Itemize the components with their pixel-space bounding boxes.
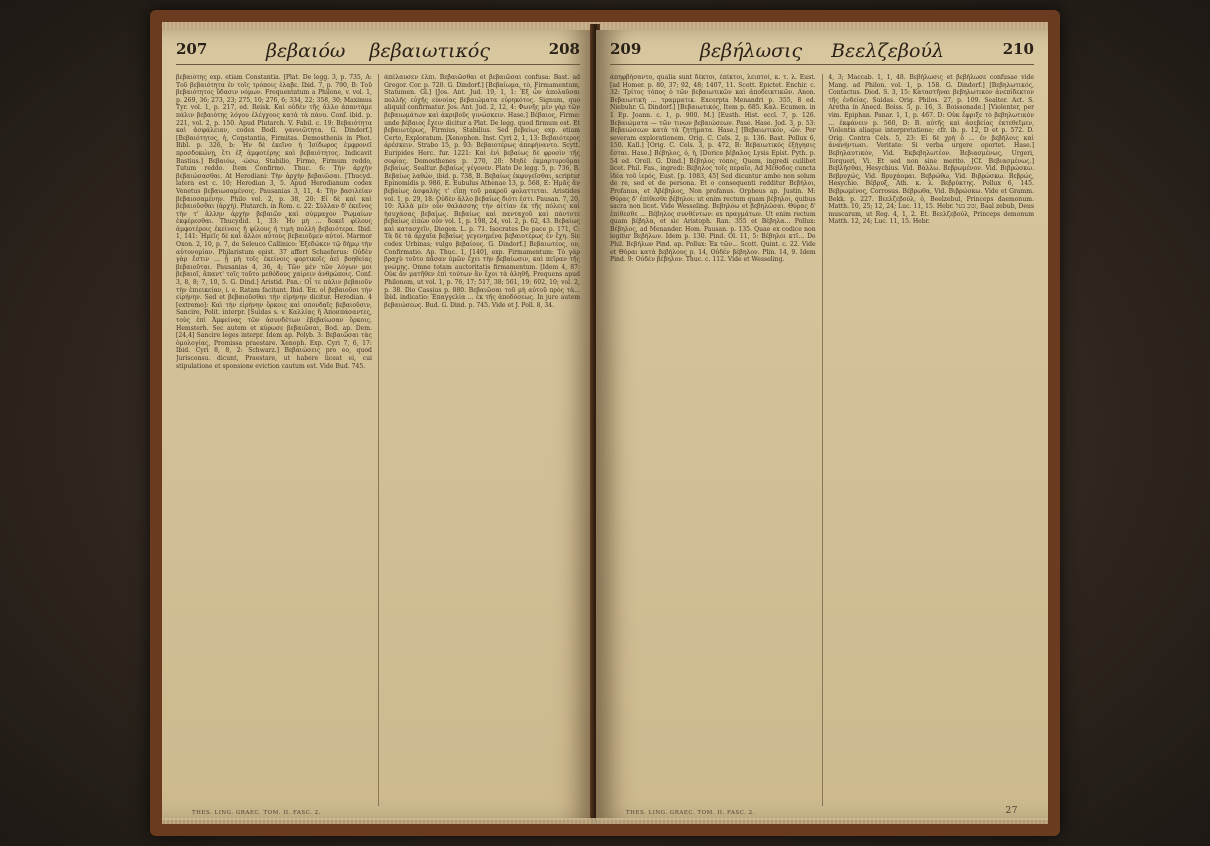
running-headword-left: βεβαιόω	[266, 40, 346, 62]
left-page	[162, 30, 594, 820]
left-page-header	[176, 38, 580, 65]
right-page-header	[610, 38, 1034, 65]
running-headword-right: βεβαιωτικός	[369, 40, 490, 62]
footer-text: THES. LING. GRAEC. TOM. II. FASC. 2.	[626, 810, 755, 816]
book-spread	[150, 10, 1060, 836]
column-210: 4, 3; Maccab. 1, 1, 48. Βεβήλωσις et βεβήλωσε confusae vide Mang. ad Philon. vol. 1, p. 158. G. Dindorf.] [Βεβηλωτικός, Contactus. Diod. S. 3, 15: Καταστῆναι βεβηλωτικὸν ἀνεπίδεκτον τῆς ἐνδείας. Suidas. Orig. Philos. 27, p. 109. Sealter. Act. S. Aretha in Anecd. Boiss. 5, p. 16, 3. Boissonade.] [Violenter, per vim. Epiphan. Panar. 1, 1, p. 467. D: Οὐκ ἔφριξε τὸ βεβηλωτικὸν ... ἐκφάνειν p. 560, D: Β. αὐτῆς καὶ ἀσεβείας ἐκτεθεῖμεν, Violentia aliaque interpretatione; cfr. ib. p. 12, D et p. 572. D. Orig. Contra Cels. 5, 23: Εἰ δὲ χρὴ ὃ ... ἐν βεβήλοις καὶ ἀνανήντωσι. Veritate: Si verba urgere oportet. Hase.] Βεβηλαυτικόν, Vid. Ἐκβεβηλωτέον. Βεβιασμένως, Urgeri, Torqueri, Vi. Et sed non sine merito. [Cf. Βεβιασμένως.] Βεβλῆσθαι, Hesychius. Vid. Βάλλω. Βεβρωμένον. Vid. Βιβρώσκω. Βεβρυχώς, Vid. Βρυχάομαι. Βεβρώθω, Vid. Βιβρώσκω. Βεβρώς, Hesychio. Βέβρυξ, Ath. κ. λ. Βεβρύκτης. Pollux 6, 145. Βεβρωμένος, Corrosus. Βέβρωθα, Vid. Βιβρώσκω. Vide et Gramm. Bekk. p. 227. Βεελζεβούλ, ὁ, Beelzebul, Princeps daemonum. Matth. 10, 25; 12, 24; Luc. 11, 15. Hebr. זבוב בעל, Baal zebub, Deus muscarum, ut Reg. 4, 1, 2. Et. Βεελζεβούλ, Princeps demonum Matth. 12, 24; Luc. 11, 15. Hebr.	[828, 74, 1034, 226]
right-page-columns	[610, 74, 1034, 806]
column-divider	[822, 74, 823, 806]
column-208: ἀπέλαυσεν ἐλπι. Βεβαιῶσθαι et βεβαιῶσαι confusa: Bast. ad Gregor. Cor. p. 720. G. Dindorf.] [Βεβαίωμα, τὸ, Firmamentum, Statumen. Gl.] [Jos. Ant. Jud. 19, 1, 1: Ἐξ ὧν ἀπολαῦσαι πολλῆς εὐχῆς εὐνοίας βεβαιώματα εὐρηκότος. Signum, quo aliquid confirmatur. Jos. Ant. Jud. 2, 12, 4: Φωνῆς μὲν γὰρ τῶν βεβαιωμάτων καὶ ἀκριβοῦς γινώσκειν. Hase.] Βέβαιος, Firme: unde βέβαιος ἔχειν dicitur a Plat. De legg. quod firmum est. Et βεβαιωτέρως, Firmius, Stabilius. Sed βεβαίως exp. etiam Certo, Exploratum. [Xenophon. Inst. Cyri 2, 1, 13: Βεβαιότερος ἀρέσκειν. Strabo 15, p. 93: Βεβαιοτέρως ἀπεφήναντο. Scytt. Euripides Herc. fur. 1221: Καὶ ἐνὶ βεβαίως δὲ φροσὶν τῆς σοφίας. Demosthenes p. 270, 20: Μηδὲ ἐκμαρτυροῦμαι βεβαίως. Sealtur. βεβαίως γέγονεν. Plato De legg. 5, p. 736, B. Βεβαίως λαθών, ibid. p. 738, B. Βεβαίως ἐκφυγεῖσθαι, scriptur Epinomidis p. 986, E. Eubulus Athenae 13, p. 568, E: Ἡμᾶς ἂν βεβαίως ἀσφαλὴς τ' εἴπῃ τοῦ μακροῦ φυλαττεται. Aristides vol. 1, p. 29, 18: Οὐδὲν ἄλλο βεβαίως διότι ἐστι. Pausan. 7, 20, 10: Ἀλλὰ μὲν οὖν θαλάσσης τὴν αἰτίαν ἐκ τῆς πόλεις καὶ ἡσυχάσας βεβαίως. Βεβαίως καὶ πανταχοῦ καὶ πάντοτε βεβαίως εἰπὼν οὖν vol. 1, p. 198, 24, vol. 2, p. 62, 43. Βεβαίως καὶ κατασχεῖν, Diogen. L. p. 71. Isocrates De pace p. 171, C: Τὰ δὲ τὰ ἀρχαῖα βεβαίως γεγενημένα βεβαιοτέρως ἐν ἔχη. Sic codex Urbinas; vulgo βεβαίους. G. Dindorf.] Βεβαιωτέος, ον, Confirmatio. Ap. Thuc. 1, [140], exp. Firmamentum: Τὸ γὰρ βραχὺ τοῦτο πᾶσαν ὑμῶν ἔχει τὴν βεβαίωσιν, καὶ πεῖραν τῆς γνώμης. Omne totam auctoritatis firmamentum. [Idem 4, 87: Οὐκ ἂν ματῆθεν ἐπὶ τούτων ἂν ἔχοι τὰ ἀληθῆ. Frequens apud Philonem, ut vol. 1, p. 76, 17; 517, 38; 561, 19; 602, 10; vol. 2, p. 38. Dio Cassius p. 880. Βεβαιῶσαι τοῦ μὴ αὐτοῦ πρὸς τὰ... ibid. indicatio: Ἐπαγγελία ... ἐκ τῆς ἀποδόσεως. In jure autem βεβαιώσεως. Bud. G. Dind. p. 745. Vide et J. Poll. 8, 34.	[384, 74, 580, 309]
running-headword-left: βεβήλωσις	[700, 40, 803, 62]
left-page-footer: THES. LING. GRAEC. TOM. II. FASC. 2.	[192, 810, 321, 816]
page-edge-bottom	[162, 818, 1048, 824]
signature-mark: 27	[1005, 806, 1018, 816]
right-page	[596, 30, 1048, 820]
page-number-208: 208	[548, 40, 580, 58]
column-divider	[378, 74, 379, 806]
page-edge-top	[162, 22, 1048, 30]
column-209: ἀπηφβήσαντο, qualia sunt δέκτοι, ἐπίκτοι, λειπτοί, κ. τ. λ. Eust. [ad Homer. p. 80, 37; 92, 48; 1407, 11. Scott. Epictet. Enchir. c. 32: Τρίτος τόπος ὁ τῶν βεβαιωτικῶν καὶ ἀποδεικτικῶν. Anon. Βεβαιωτικὴ ... τραμματικ. Excerpta Menandri p. 355, 8 ed. Niebuhr. G. Dindorf.] [Βεβαιωτικός, Item p. 685. Καλ. Ecumen. in 1 Ep. Joann. c. 1, p. 900. M.] [Eusth. Hist. eccl. 7, p. 126. Βεβαιώματα — τῶν τινων βεβαιώσεων. Pase. Hase. Jod. 3, p. 53: Βεβαιώσεων κατὰ τὰ ζητήματα. Hase.] [Βεβαιωτικόν, -ῶν. Per severam explorationem. Orig. C. Cels. 2, p. 136. Bast. Pollux 6, 150. Kall.] [Orig. C. Cels. 3, p. 472, B: Βεβαιωτικός ἐξήγησις ἔσται. Hase.] Βέβηλος, ὁ, ἡ, [Dorice βέβαλος Lysis Epist. Pyth. p. 54 ed. Orell. G. Dind.] Βέβηλος τόπος, Quem, ingredi cuilibet licet. Phil. Fas., ingredi: Βέβηλος τοῖς περαῖο, Ad Μέθοδος cuncta ἰδέα τοῦ ἱερός, Eust. [p. 1083, 45] Sed dicuntur ambo non solum de re, sed et de persona. Et o consequenti redditur Βεβήλοι, Profanus, et Ἀβέβηλος, Non profanus. Orpheus ap. Justin. M: Θύρας δ' ἐπίθεσθε βέβηλοι: ut enim rectum quam βέβηλοι, quibus sacra non licet. Vide Wesseling. Βεβηλόω et βεβηλῶσαι. Θύρας δ' ἐπίθεσθε ... Βέβηλος συνθέντων: ex πραγμάτων. Ut enim rectum quam βέβηλα, et sic Aristoph. Ran. 355 et Βέβηλα... Pollux: Βέβηλος, ad Menander. Hom. Pausan. p. 135. Quae ex codice non legitur Βεβήλων. Idem p. 130. Pind. Ol. 11, 5: Βέβηλοι κτῖ... De Phil. Βεβήλων Pind. ap. Pollux: Ἐκ τῶν... Scott. Quint. c. 22. Vide et Θύραι κατὰ βεβήλους p. 14, Οὐδέν βέβηλον. Plin. 14, 9. Idem Pind. 9: Οὐδὲν βέβηλον. Thuc. c. 112. Vide et Wesseling.	[610, 74, 816, 264]
page-number-209: 209	[610, 40, 642, 58]
page-number-210: 210	[1002, 40, 1034, 58]
column-207: βεβαιότης exp. etiam Constantia. [Plat. De legg. 3, p. 735, A: Τοῦ βεβαιότητα ἐν τοῖς τρόποις ἐλαβε. Ibid. 7, p. 790, B: Τοῦ βεβαιότητος ὕδασιν νόμων. Frequentatum a Philone, v. vol. 1, p. 269, 36; 273, 23; 275, 10; 276, 6; 334, 22; 358, 30; Maximus Tyr. vol. 1, p. 217, ed. Reisk. Καὶ οὐδὲν τῆς ἄλλο ἀπαντάμε πάλιν βεβαιότης λόγου ἐλέγχους κατὰ τὰ πάνυ. Conf. ibid. p. 221, vol. 2, p. 150. Apud Plutarch. V. Fabil. c. 19: Βεβαιότητα καὶ ἀσφάλειαν, codex Bodl. γαννιῶτητα. G. Dindorf.] [Βεβαιότητος, ἡ, Constantia, Firmitas. Demosthenis in Phot. Bibl. p. 326, b: Ἦν δὲ ἐκεῖνο ἡ Ἰσίδωρος ἐμφρονεῖ προσδοκώνῃ, ἔτι ἐξ ἀμφοτέρης καὶ βεβαιότητος. Indicavit Bastius.] Βεβαιόω, -ώσω, Stabilio, Firmo, Firmum reddo, Tutum reddo. Item Confirmo. Thuc. 6: Τὴν ἀρχὴν βεβαιώσασθαι. At Herodiani: Τὴν ἀρχὴν βεβαιῶσαι. [Thucyd. latera est c. 10; Herodian 3, 5. Apud Herodianum codex Venetus βεβαιωσαμένοις. Pausanias 3, 11, 4: Τὴν βασιλείαν βεβαιοσαμένην. Philo vol. 2, p. 38, 20: Εἰ δὲ καὶ καὶ βεβαιοῦσθαι (ἀρχὴ). Plutarch. in Rom. c. 22: Σύλλαν δ' ἐκεῖνος τὴν τ' ἄλλην ἀρχὴν βεβαιῶν καὶ σύμμαχον Ῥωμαίων ἐκφέρεσθαι. Thucydid. 1, 33: Ἦν μὴ ... δοκεῖ φίλους ἀμφοτέροις ἐκείνοις ἢ φίλους ἡ τιμὴ πολλὴ βεβαιότερα. Ibid. 1, 141: Ἡμεῖς δὲ καὶ ἄλλοι αὐτοὺς βεβαιοῦμεν αὐτοί. Marmor Oxon. 2, 10, p. 7, de Seleuco Callinico: Ἐξεδώκεν τῷ δήμῳ τὴν αὐτονομίαν. Philaristum epist. 37 affert Schaeferus: Οὐδὲν γὰρ ἔστιν ... ᾗ μὴ τοῖς ἐκείνοις φορτικοῖς ἀεὶ βοηθείας βεβαιοῦται. Pausanias 4, 36, 4; Τῶν μὲν τῶν λόγων μοι βεβαιοῖ, ἅπαντ' τοῖς τοῦτο μεθόδους χαίρειν ἀνθρώποις. Conf. 3, 8, 8; 7, 10, 5. G. Dind.] Aristid. Pan.: Οἷ τε πάλιν βεβαιοῦν τὴν ἐπιεικείαν, i. e. Ratam facitant. Ibid. Ἐπ. οἱ βεβαιοῦσι τὴν εἰρήνην. Sed et βεβαιοῦσθαι τὴν εἰρήνην dicitur. Herodian. 4 [extremo]: Καὶ τὴν εἰρήνην ὅρκοις καὶ σπονδαῖς βεβαιοῦσιν, Sancire, Polit. interpr. [Suidas s. v. Καλλίας ἢ Ἀποσπάσαντες, τοὺς ἐπὶ Ἀμφείνας τῶν ἀσυνδέτων ἐβεβαίωσαν ὅρκοις. Hemsterh. Sec autem et κύρωσε βεβαιῶσαι, Bod. ap. Dem. [24,4] Sancire leges interpr. Idem ap. Polyb. 3: Βεβαιῶσαι τὰς ὁμολογίας, Promissa praestare. Xenoph. Exp. Cyri 7, 6, 17: Ibid. Cyri 8, 8, 2: Schwarz.] Βεβαιώσεις pro eo, quod Jurisconsu. dicunt, Praestare, ut habere liceat ei, cui stipulatione et sponsione eviction cautum est. Vide Bud. 745.	[176, 74, 372, 370]
page-number-207: 207	[176, 40, 208, 58]
left-page-columns	[176, 74, 580, 806]
right-page-footer	[626, 806, 1018, 816]
running-headword-right: Βεελζεβούλ	[831, 40, 944, 62]
